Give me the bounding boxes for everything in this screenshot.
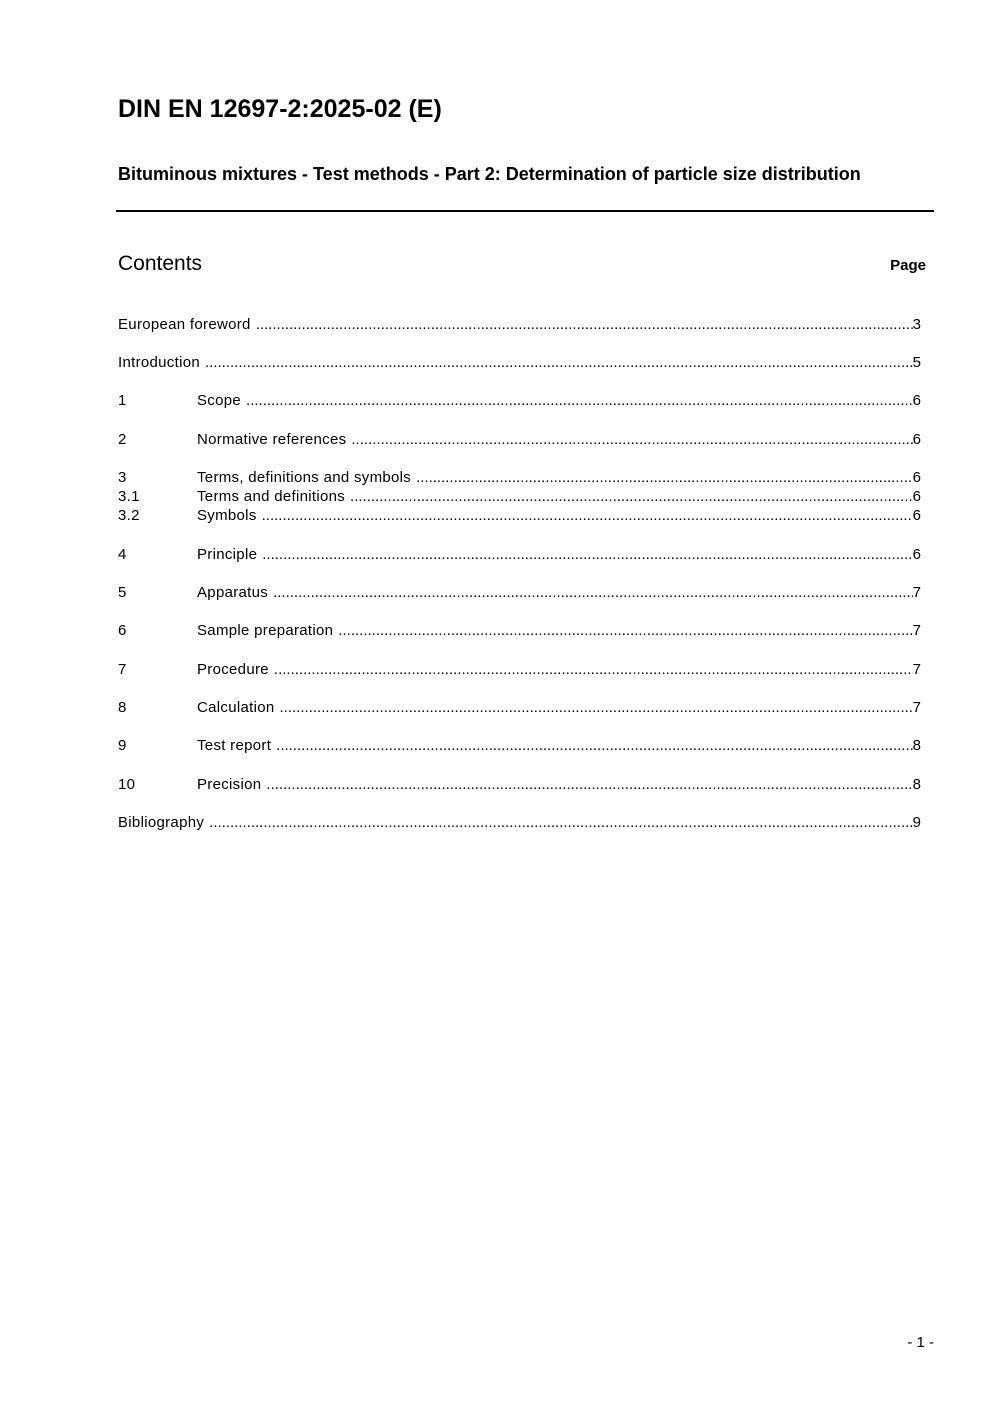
dot-leader [209, 813, 913, 833]
toc-entry-number: 6 [118, 622, 127, 639]
dot-leader [338, 621, 912, 641]
dot-leader [266, 775, 912, 795]
toc-entry-title: European foreword [118, 316, 251, 333]
toc-entry-introduction[interactable] [118, 353, 921, 373]
dot-leader [276, 736, 912, 756]
dot-leader [262, 545, 912, 565]
toc-entry-title: Calculation [197, 699, 275, 716]
toc-entry-title: Sample preparation [197, 622, 334, 639]
toc-entry-page: 7 [912, 622, 921, 639]
toc-entry-number: 9 [118, 737, 127, 754]
toc-entry-title: Introduction [118, 354, 200, 371]
toc-entry-page: 7 [912, 584, 921, 601]
toc-entry-page: 8 [912, 737, 921, 754]
dot-leader [274, 660, 913, 680]
toc-entry-page: 8 [912, 776, 921, 793]
page-column-label: Page [890, 257, 926, 274]
toc-entry-precision[interactable] [118, 775, 921, 795]
dot-leader [350, 487, 913, 507]
toc-entry-calculation[interactable] [118, 698, 921, 718]
toc-entry-title: Bibliography [118, 814, 205, 831]
toc-entry-number: 7 [118, 661, 127, 678]
toc-entry-number: 5 [118, 584, 127, 601]
toc-entry-normative-references[interactable] [118, 430, 921, 450]
dot-leader [273, 583, 913, 603]
toc-entry-scope[interactable] [118, 391, 921, 411]
toc-entry-page: 6 [912, 507, 921, 524]
dot-leader [256, 315, 913, 335]
dot-leader [416, 468, 913, 488]
toc-entry-procedure[interactable] [118, 660, 921, 680]
toc-entry-page: 7 [912, 699, 921, 716]
toc-entry-number: 3.2 [118, 507, 140, 524]
toc-entry-title: Terms, definitions and symbols [197, 469, 412, 486]
toc-entry-number: 3 [118, 469, 127, 486]
toc-entry-title: Symbols [197, 507, 257, 524]
document-designation: DIN EN 12697-2:2025-02 (E) [118, 95, 442, 123]
document-subtitle: Bituminous mixtures - Test methods - Part 2: Determination of particle size distribution [118, 164, 861, 184]
toc-entry-title: Scope [197, 392, 242, 409]
toc-entry-page: 5 [912, 354, 921, 371]
dot-leader [262, 506, 913, 526]
toc-entry-number: 4 [118, 546, 127, 563]
toc-entry-number: 8 [118, 699, 127, 716]
toc-entry-test-report[interactable] [118, 736, 921, 756]
toc-entry-number: 1 [118, 392, 127, 409]
toc-entry-number: 3.1 [118, 488, 140, 505]
toc-entry-sample-preparation[interactable] [118, 621, 921, 641]
toc-entry-title: Apparatus [197, 584, 269, 601]
toc-entry-page: 7 [912, 661, 921, 678]
toc-entry-page: 6 [912, 488, 921, 505]
toc-entry-title: Normative references [197, 431, 347, 448]
toc-entry-number: 10 [118, 776, 136, 793]
toc-entry-title: Precision [197, 776, 262, 793]
dot-leader [246, 391, 913, 411]
dot-leader [280, 698, 913, 718]
dot-leader [351, 430, 912, 450]
toc-entry-terms-and-definitions[interactable] [118, 487, 921, 507]
toc-entry-title: Principle [197, 546, 258, 563]
page-number: - 1 - [907, 1334, 934, 1351]
toc-entry-page: 9 [912, 814, 921, 831]
subtitle-divider [116, 210, 934, 212]
toc-entry-number: 2 [118, 431, 127, 448]
toc-entry-european-foreword[interactable] [118, 315, 921, 335]
contents-heading: Contents [118, 252, 203, 275]
toc-entry-page: 6 [912, 469, 921, 486]
toc-entry-terms-definitions-symbols[interactable] [118, 468, 921, 488]
toc-entry-apparatus[interactable] [118, 583, 921, 603]
toc-entry-page: 3 [912, 316, 921, 333]
toc-entry-title: Test report [197, 737, 272, 754]
toc-entry-title: Terms and definitions [197, 488, 346, 505]
toc-entry-page: 6 [912, 431, 921, 448]
toc-entry-page: 6 [912, 392, 921, 409]
toc-entry-principle[interactable] [118, 545, 921, 565]
toc-entry-title: Procedure [197, 661, 269, 678]
toc-entry-symbols[interactable] [118, 506, 921, 526]
toc-entry-bibliography[interactable] [118, 813, 921, 833]
toc-entry-page: 6 [912, 546, 921, 563]
dot-leader [205, 353, 913, 373]
